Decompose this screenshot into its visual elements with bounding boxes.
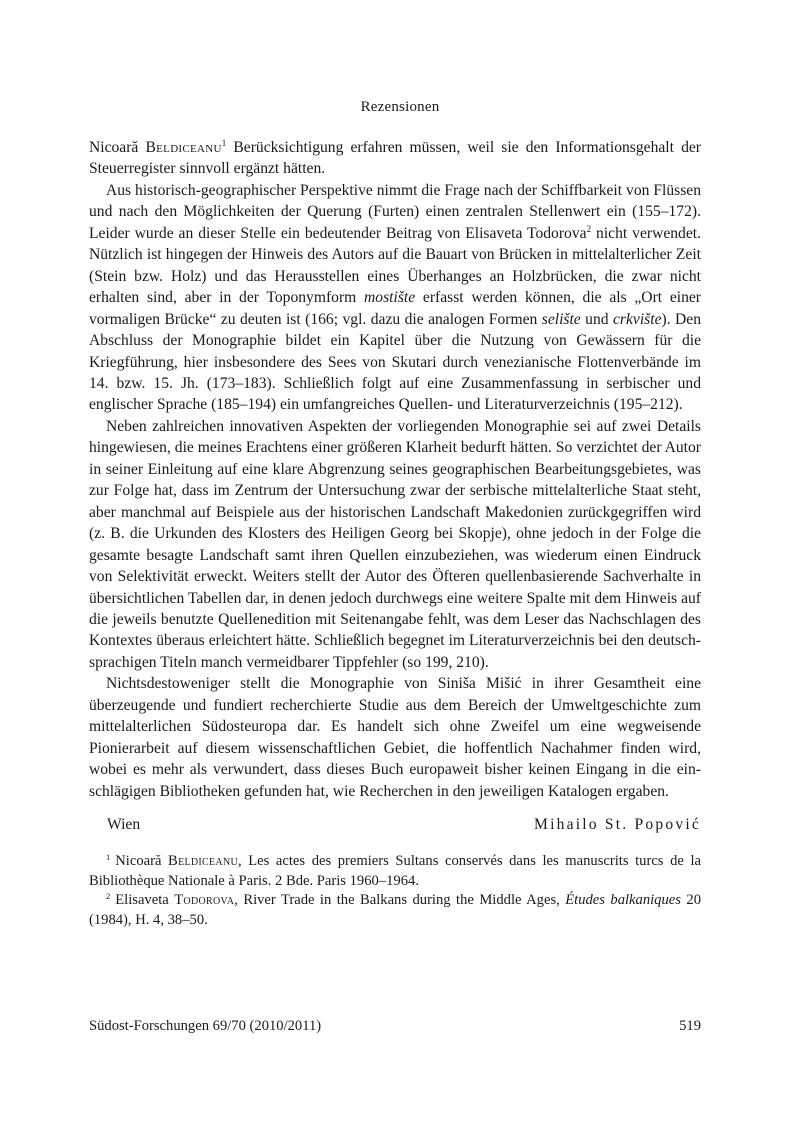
footnote-number: 2: [106, 891, 111, 902]
footnote-text: , River Trade in the Balkans during the Middle Ages,: [234, 892, 566, 909]
footnote-text: Nicoară: [115, 853, 169, 869]
footnote-2: [89, 891, 701, 930]
page-number: 519: [679, 1018, 701, 1034]
footnote-text: , Les actes des premiers Sultans conservés dans les manuscrits turcs de la Bibliothèque Nationale à Paris. 2 Bde. Paris 1960–1964.: [89, 853, 701, 889]
italic-term: selište: [541, 310, 581, 328]
footnote-author: Todorova: [174, 892, 235, 909]
paragraph-text: erfasst werden können, die als „Ort einer vormaligen Brücke“ zu deuten ist (166; vgl. dazu die analogen Formen: [89, 289, 701, 328]
paragraph-text: ). Den Abschluss der Monographie bildet ein Kapitel über die Nutzung von Gewässern für die Kriegführung, hier insbesondere des Sees von Skutari durch venezianische Flottenverbände im 14. bzw. 15. Jh. (173–183). Schließlich folgt auf eine Zusammenfassung in serbischer und englischer Sprache (185–194) ein umfangreiches Quellen- und Literaturverzeichnis (195–212).: [89, 310, 702, 414]
running-title: Rezensionen: [360, 99, 440, 115]
paragraph-2: [89, 180, 701, 416]
footnote-1: [89, 852, 701, 891]
footnote-text: 20 (1984), H. 4, 38–50.: [89, 892, 701, 928]
paragraph-text: und: [580, 310, 613, 328]
paragraph-1: [89, 137, 701, 180]
signature-place: Wien: [107, 816, 141, 833]
italic-term: mostište: [364, 289, 416, 307]
paragraph-4: Nichtsdestoweniger stellt die Monographie von Siniša Mišić in ihrer Gesamtheit eine überzeugende und fundiert recherchierte Studie aus dem Bereich der Umweltgeschichte zum mittelalterlichen Südosteuropa dar. Es handelt sich ohne Zweifel um eine wegweisende Pionierarbeit auf diesem wissenschaftlichen Gebiet, die hoffentlich Nachahmer finden wird, wobei es mehr als verwundert, dass dieses Buch europaweit bisher keinen Eingang in die einschlägigen Bibliotheken gefunden hat, wie Recherchen in den jeweiligen Katalogen ergaben.: [89, 675, 701, 800]
italic-term: crkvište: [613, 310, 662, 328]
paragraph-text: Berücksichtigung erfahren müssen, weil sie den Informationsgehalt der Steuerregister sinnvoll ergänzt hätten.: [89, 139, 701, 178]
journal-title: Südost-Forschungen 69/70 (2010/2011): [89, 1018, 322, 1034]
footnote-ref-1[interactable]: 1: [221, 138, 227, 148]
paragraph-text: Aus historisch-geographischer Perspektive nimmt die Frage nach der Schiffbarkeit von Flüssen und nach den Möglichkeiten der Querung (Furten) einen zentralen Stellenwert ein (155–172). Leider wurde an dieser Stelle ein bedeutender Beitrag von Elisaveta Todorova: [89, 181, 701, 242]
footnote-ref-2[interactable]: 2: [586, 223, 592, 234]
footnotes: [89, 852, 701, 930]
paragraph-3: Neben zahlreichen innovativen Aspekten der vorliegenden Monographie sei auf zwei Details hingewiesen, die meines Erachtens einer größeren Klarheit bedurft hätten. So verzichtet der Autor in seiner Einleitung auf eine klare Abgrenzung seines geographischen Bearbeitungsgebietes, was zur Folge hat, dass im Zentrum der Untersuchung zwar der serbische mittelalterliche Staat steht, aber manchmal auf Beispiele aus der historischen Landschaft Makedonien zurückgegriffen wird (z. B. die Urkunden des Klosters des Heiligen Georg bei Skopje), ohne jedoch in der Folge die gesamte besagte Landschaft samt ihren Quellen einzubeziehen, was wiederum einen Eindruck von Selektivität erweckt. Weiters stellt der Autor des Öfteren quellenbasierende Sachverhalte in übersichtlichen Tabellen dar, in denen jedoch durchwegs eine weitere Spalte mit dem Hinweis auf die jeweils benutzte Quellenedition mit Seitenangabe fehlt, was dem Leser das Nachschlagen des Kontextes überaus erleichtert hätte. Schließlich begegnet im Literaturverzeichnis bei den deutschsprachigen Titeln manch vermeidbarer Tippfehler (so 199, 210).: [89, 417, 701, 671]
signature-author: Mihailo St. Popović: [534, 816, 701, 833]
review-signature: [89, 816, 701, 840]
paragraph-text: nicht verwendet. Nützlich ist hingegen der Hinweis des Autors auf die Bauart von Brücken in mittelalterlicher Zeit (Stein bzw. Holz) und das Herausstellen eines Überhanges an Holzbrücken, die zwar nicht erhalten sind, aber in der Toponymform: [89, 224, 701, 307]
footnote-text: Elisaveta: [115, 892, 175, 909]
footnote-journal: Études balkaniques: [565, 892, 681, 909]
footnote-author: Beldiceanu: [168, 853, 238, 869]
footnote-number: 1: [106, 852, 111, 862]
paragraph-text: Nicoară Beldiceanu: [89, 139, 222, 156]
page-footer: [89, 1018, 701, 1038]
review-body: [89, 137, 701, 802]
